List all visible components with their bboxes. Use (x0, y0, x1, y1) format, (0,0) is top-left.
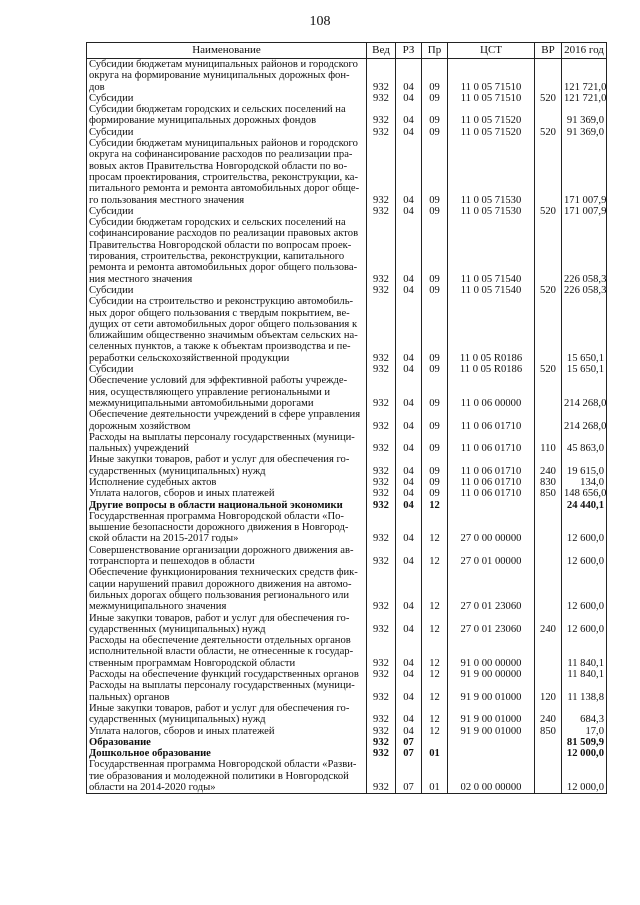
row-ved: 932 (367, 488, 396, 499)
row-pr: 12 (422, 669, 448, 680)
row-pr: 09 (422, 59, 448, 93)
row-rz: 04 (396, 500, 422, 511)
row-cst: 27 0 01 23060 (448, 613, 535, 636)
row-amount: 226 058,3 (562, 217, 607, 285)
row-ved: 932 (367, 409, 396, 432)
row-ved: 932 (367, 567, 396, 612)
row-cst: 11 0 06 01710 (448, 488, 535, 499)
row-pr: 09 (422, 454, 448, 477)
row-cst: 11 0 06 01710 (448, 409, 535, 432)
row-vr (535, 104, 562, 127)
page-number: 108 (309, 14, 331, 29)
row-ved: 932 (367, 511, 396, 545)
row-pr: 09 (422, 364, 448, 375)
table-row (87, 217, 607, 285)
row-amount: 12 000,0 (562, 759, 607, 793)
row-pr: 12 (422, 567, 448, 612)
row-amount: 214 268,0 (562, 409, 607, 432)
row-pr: 12 (422, 680, 448, 703)
row-pr: 09 (422, 477, 448, 488)
row-name: Расходы на обеспечение деятельности отдельных органов исполнительной власти области, не отнесенные к государ-ственным программам Новгородской области (87, 635, 367, 669)
row-name: Субсидии (87, 127, 367, 138)
row-rz: 07 (396, 737, 422, 748)
table-row (87, 285, 607, 296)
row-amount: 15 650,1 (562, 364, 607, 375)
row-cst: 11 0 06 01710 (448, 477, 535, 488)
row-name: Исполнение судебных актов (87, 477, 367, 488)
row-pr: 09 (422, 206, 448, 217)
row-rz: 04 (396, 296, 422, 364)
header-ved: Вед (367, 43, 396, 59)
row-pr: 09 (422, 296, 448, 364)
row-pr: 01 (422, 759, 448, 793)
row-amount: 12 600,0 (562, 545, 607, 568)
header-vr: ВР (535, 43, 562, 59)
row-vr (535, 748, 562, 759)
row-cst (448, 500, 535, 511)
table-row (87, 93, 607, 104)
row-cst: 11 0 05 71540 (448, 217, 535, 285)
row-rz: 04 (396, 127, 422, 138)
table-row (87, 477, 607, 488)
row-amount: 214 268,0 (562, 375, 607, 409)
row-name: Другие вопросы в области национальной экономики (87, 500, 367, 511)
row-rz: 04 (396, 726, 422, 737)
row-cst: 91 9 00 01000 (448, 726, 535, 737)
row-pr: 09 (422, 104, 448, 127)
row-rz: 04 (396, 59, 422, 93)
row-amount: 148 656,0 (562, 488, 607, 499)
row-ved: 932 (367, 477, 396, 488)
row-vr (535, 217, 562, 285)
header-name: Наименование (87, 43, 367, 59)
row-ved: 932 (367, 364, 396, 375)
row-cst: 11 0 05 71510 (448, 93, 535, 104)
row-vr (535, 138, 562, 206)
row-amount: 45 863,0 (562, 432, 607, 455)
row-cst: 11 0 05 71520 (448, 104, 535, 127)
row-name: Субсидии бюджетам городских и сельских поселений на формирование муниципальных дорожных фондов (87, 104, 367, 127)
row-pr: 12 (422, 703, 448, 726)
row-rz: 04 (396, 511, 422, 545)
table-row (87, 567, 607, 612)
row-ved: 932 (367, 737, 396, 748)
row-vr: 240 (535, 454, 562, 477)
row-vr (535, 409, 562, 432)
table-row (87, 104, 607, 127)
table-row (87, 737, 607, 748)
row-rz: 04 (396, 206, 422, 217)
row-amount: 12 000,0 (562, 748, 607, 759)
table-row (87, 726, 607, 737)
row-rz: 04 (396, 488, 422, 499)
row-cst: 11 0 06 01710 (448, 454, 535, 477)
row-name: Государственная программа Новгородской области «По-вышение безопасности дорожного движения в Новгород-ской области на 2015-2017 годы» (87, 511, 367, 545)
row-name: Субсидии бюджетам муниципальных районов и городского округа на софинансирование расходов по реализации пра-вовых актов Правительства Новгородской области по во-просам проектирования, строительства, реконструкции, ка-питального ремонта и ремонта автомобильных дорог обще-го пользования местного значения (87, 138, 367, 206)
row-cst: 11 0 05 71520 (448, 127, 535, 138)
row-name: Уплата налогов, сборов и иных платежей (87, 726, 367, 737)
table-row (87, 748, 607, 759)
row-amount: 12 600,0 (562, 613, 607, 636)
row-cst: 91 9 00 00000 (448, 669, 535, 680)
row-rz: 04 (396, 545, 422, 568)
row-vr: 520 (535, 206, 562, 217)
row-rz: 04 (396, 454, 422, 477)
row-pr: 09 (422, 285, 448, 296)
row-vr (535, 545, 562, 568)
row-rz: 04 (396, 104, 422, 127)
row-ved: 932 (367, 59, 396, 93)
row-ved: 932 (367, 138, 396, 206)
row-ved: 932 (367, 206, 396, 217)
row-rz: 04 (396, 635, 422, 669)
row-rz: 04 (396, 477, 422, 488)
row-vr (535, 669, 562, 680)
row-cst: 11 0 05 71530 (448, 138, 535, 206)
row-ved: 932 (367, 375, 396, 409)
row-rz: 04 (396, 680, 422, 703)
row-name: Расходы на выплаты персоналу государственных (муници-пальных) органов (87, 680, 367, 703)
row-pr: 09 (422, 432, 448, 455)
row-ved: 932 (367, 93, 396, 104)
row-cst: 91 9 00 01000 (448, 703, 535, 726)
row-vr: 850 (535, 488, 562, 499)
row-rz: 04 (396, 93, 422, 104)
row-rz: 07 (396, 748, 422, 759)
row-name: Иные закупки товаров, работ и услуг для обеспечения го-сударственных (муниципальных) нужд (87, 703, 367, 726)
row-amount: 19 615,0 (562, 454, 607, 477)
table-row (87, 635, 607, 669)
row-vr: 240 (535, 613, 562, 636)
row-ved: 932 (367, 127, 396, 138)
table-row (87, 680, 607, 703)
row-rz: 04 (396, 285, 422, 296)
row-vr (535, 511, 562, 545)
table-row (87, 613, 607, 636)
row-name: Субсидии бюджетам городских и сельских поселений на софинансирование расходов по реализации правовых актов Правительства Новгородской области по вопросам проек-тирования, строительства, реконструкции, капитального ремонта и ремонта автомобильных дорог общего пользова-ния местного значения (87, 217, 367, 285)
table-row (87, 511, 607, 545)
row-amount: 121 721,0 (562, 59, 607, 93)
table-row (87, 127, 607, 138)
row-pr: 09 (422, 409, 448, 432)
row-vr (535, 567, 562, 612)
row-pr: 12 (422, 500, 448, 511)
row-name: Субсидии (87, 364, 367, 375)
row-name: Расходы на обеспечение функций государственных органов (87, 669, 367, 680)
row-rz: 04 (396, 375, 422, 409)
row-amount: 684,3 (562, 703, 607, 726)
row-ved: 932 (367, 748, 396, 759)
table-row (87, 409, 607, 432)
row-amount: 11 840,1 (562, 669, 607, 680)
row-ved: 932 (367, 432, 396, 455)
row-vr (535, 375, 562, 409)
row-pr: 09 (422, 138, 448, 206)
header-pr: Пр (422, 43, 448, 59)
row-ved: 932 (367, 635, 396, 669)
row-cst (448, 748, 535, 759)
row-ved: 932 (367, 454, 396, 477)
row-amount: 91 369,0 (562, 127, 607, 138)
row-vr: 520 (535, 127, 562, 138)
row-rz: 04 (396, 669, 422, 680)
row-pr: 09 (422, 375, 448, 409)
row-cst (448, 737, 535, 748)
row-vr: 240 (535, 703, 562, 726)
row-amount: 17,0 (562, 726, 607, 737)
row-vr (535, 635, 562, 669)
row-amount: 171 007,9 (562, 206, 607, 217)
row-pr: 09 (422, 217, 448, 285)
row-name: Субсидии на строительство и реконструкцию автомобиль-ных дорог общего пользования с твердым покрытием, ве-дущих от сети автомобильных дорог общего пользования к ближайшим общественно значимым объектам сельских на-селенных пунктов, а также к объектам производства и пе-реработки сельскохозяйственной продукции (87, 296, 367, 364)
table-row (87, 454, 607, 477)
row-ved: 932 (367, 669, 396, 680)
row-name: Иные закупки товаров, работ и услуг для обеспечения го-сударственных (муниципальных) нужд (87, 454, 367, 477)
table-header-row (87, 43, 607, 59)
row-rz: 04 (396, 567, 422, 612)
row-cst: 11 0 05 R0186 (448, 296, 535, 364)
row-pr: 12 (422, 613, 448, 636)
row-name: Обеспечение деятельности учреждений в сфере управления дорожным хозяйством (87, 409, 367, 432)
row-cst: 11 0 05 R0186 (448, 364, 535, 375)
table-row (87, 500, 607, 511)
row-name: Субсидии бюджетам муниципальных районов и городского округа на формирование муниципальных дорожных фон-дов (87, 59, 367, 93)
row-amount: 134,0 (562, 477, 607, 488)
row-rz: 04 (396, 432, 422, 455)
table-row (87, 669, 607, 680)
row-pr: 12 (422, 545, 448, 568)
row-amount: 24 440,1 (562, 500, 607, 511)
row-name: Совершенствование организации дорожного движения ав-тотранспорта и пешеходов в области (87, 545, 367, 568)
row-amount: 11 840,1 (562, 635, 607, 669)
row-cst: 91 0 00 00000 (448, 635, 535, 669)
row-pr: 09 (422, 488, 448, 499)
table-row (87, 296, 607, 364)
row-amount: 226 058,3 (562, 285, 607, 296)
row-vr (535, 737, 562, 748)
row-cst: 02 0 00 00000 (448, 759, 535, 793)
row-amount: 11 138,8 (562, 680, 607, 703)
row-cst: 27 0 00 00000 (448, 511, 535, 545)
row-rz: 04 (396, 364, 422, 375)
row-pr: 09 (422, 93, 448, 104)
row-ved: 932 (367, 680, 396, 703)
row-vr: 520 (535, 285, 562, 296)
row-name: Субсидии (87, 206, 367, 217)
row-pr: 12 (422, 511, 448, 545)
row-rz: 04 (396, 613, 422, 636)
row-cst: 11 0 05 71540 (448, 285, 535, 296)
row-name: Обеспечение условий для эффективной работы учрежде-ния, осуществляющего управление региональными и межмуниципальными автомобильными дорогами (87, 375, 367, 409)
table-row (87, 432, 607, 455)
row-ved: 932 (367, 726, 396, 737)
row-rz: 04 (396, 409, 422, 432)
row-vr (535, 296, 562, 364)
row-cst: 11 0 06 01710 (448, 432, 535, 455)
row-name: Образование (87, 737, 367, 748)
row-ved: 932 (367, 759, 396, 793)
row-name: Субсидии (87, 93, 367, 104)
table-row (87, 138, 607, 206)
row-rz: 04 (396, 138, 422, 206)
row-vr (535, 500, 562, 511)
row-vr: 120 (535, 680, 562, 703)
row-vr: 110 (535, 432, 562, 455)
row-ved: 932 (367, 613, 396, 636)
row-cst: 27 0 01 00000 (448, 545, 535, 568)
row-vr (535, 59, 562, 93)
row-ved: 932 (367, 703, 396, 726)
row-vr: 850 (535, 726, 562, 737)
header-rz: РЗ (396, 43, 422, 59)
row-name: Субсидии (87, 285, 367, 296)
budget-table (86, 42, 607, 794)
row-pr (422, 737, 448, 748)
row-name: Дошкольное образование (87, 748, 367, 759)
row-name: Обеспечение функционирования технических средств фик-сации нарушений правил дорожного движения на автомо-бильных дорогах общего пользования регионального или межмуниципального значения (87, 567, 367, 612)
row-rz: 04 (396, 217, 422, 285)
row-rz: 04 (396, 703, 422, 726)
row-name: Государственная программа Новгородской области «Разви-тие образования и молодежной политики в Новгородской области на 2014-2020 годы» (87, 759, 367, 793)
row-ved: 932 (367, 296, 396, 364)
row-amount: 121 721,0 (562, 93, 607, 104)
row-pr: 09 (422, 127, 448, 138)
row-cst: 11 0 05 71530 (448, 206, 535, 217)
row-ved: 932 (367, 104, 396, 127)
header-year: 2016 год (562, 43, 607, 59)
row-cst: 91 9 00 01000 (448, 680, 535, 703)
row-cst: 11 0 06 00000 (448, 375, 535, 409)
row-name: Расходы на выплаты персоналу государственных (муници-пальных) учреждений (87, 432, 367, 455)
table-row (87, 206, 607, 217)
row-pr: 12 (422, 726, 448, 737)
row-rz: 07 (396, 759, 422, 793)
row-name: Уплата налогов, сборов и иных платежей (87, 488, 367, 499)
row-amount: 12 600,0 (562, 511, 607, 545)
table-row (87, 545, 607, 568)
header-cst: ЦСТ (448, 43, 535, 59)
row-amount: 91 369,0 (562, 104, 607, 127)
row-vr: 520 (535, 93, 562, 104)
row-cst: 27 0 01 23060 (448, 567, 535, 612)
row-ved: 932 (367, 500, 396, 511)
row-amount: 171 007,9 (562, 138, 607, 206)
row-amount: 81 509,9 (562, 737, 607, 748)
table-row (87, 375, 607, 409)
row-ved: 932 (367, 217, 396, 285)
table-row (87, 364, 607, 375)
row-vr: 520 (535, 364, 562, 375)
row-pr: 12 (422, 635, 448, 669)
row-amount: 12 600,0 (562, 567, 607, 612)
row-name: Иные закупки товаров, работ и услуг для обеспечения го-сударственных (муниципальных) нужд (87, 613, 367, 636)
row-amount: 15 650,1 (562, 296, 607, 364)
table-row (87, 703, 607, 726)
row-ved: 932 (367, 545, 396, 568)
table-row (87, 59, 607, 93)
row-pr: 01 (422, 748, 448, 759)
row-ved: 932 (367, 285, 396, 296)
table-row (87, 488, 607, 499)
row-cst: 11 0 05 71510 (448, 59, 535, 93)
table-row (87, 759, 607, 793)
row-vr: 830 (535, 477, 562, 488)
row-vr (535, 759, 562, 793)
